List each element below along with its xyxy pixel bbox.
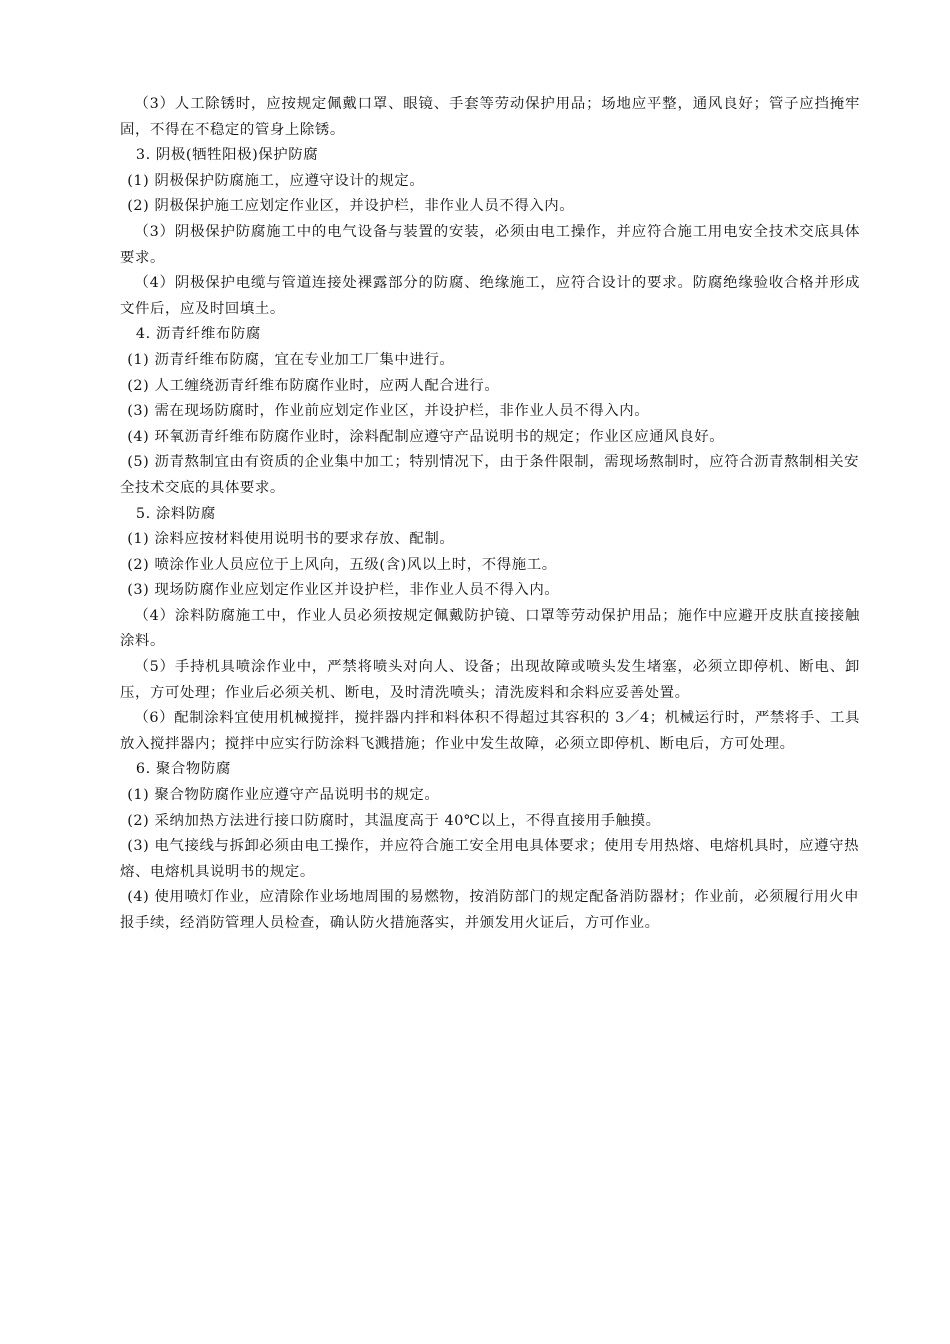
list-item: (2) 人工缠绕沥青纤维布防腐作业时，应两人配合进行。 (127, 377, 500, 394)
list-item: (1) 沥青纤维布防腐，宜在专业加工厂集中进行。 (127, 351, 455, 368)
paragraph: （4）涂料防腐施工中，作业人员必须按规定佩戴防护镜、口罩等劳动保护用品；施作中应避开皮肤直接接触涂料。 (120, 607, 860, 650)
paragraph: （3）人工除锈时，应按规定佩戴口罩、眼镜、手套等劳动保护用品；场地应平整，通风良好；管子应挡掩牢固，不得在不稳定的管身上除锈。 (120, 96, 860, 138)
list-item: (2) 采纳加热方法进行接口防腐时，其温度高于 40℃以上，不得直接用手触摸。 (127, 812, 661, 829)
list-item: (4) 环氧沥青纤维布防腐作业时，涂料配制应遵守产品说明书的规定；作业区应通风良好。 (127, 428, 725, 445)
section-heading: 5. 涂料防腐 (135, 505, 216, 522)
paragraph: （5）手持机具喷涂作业中，严禁将喷头对向人、设备；出现故障或喷头发生堵塞，必须立即停机、断电、卸压，方可处理；作业后必须关机、断电，及时清洗喷头；清洗废料和余料应妥善处置。 (120, 659, 860, 701)
list-item: (4) 使用喷灯作业，应清除作业场地周围的易燃物，按消防部门的规定配备消防器材；作业前，必须履行用火申报手续，经消防管理人员检查，确认防火措施落实，并颁发用火证后，方可作业。 (120, 889, 860, 931)
list-item: (1) 涂料应按材料使用说明书的要求存放、配制。 (127, 531, 455, 548)
list-item: (1) 阴极保护防腐施工，应遵守设计的规定。 (127, 172, 425, 189)
paragraph: （6）配制涂料宜使用机械搅拌，搅拌器内拌和料体积不得超过其容积的 3／4；机械运行时，严禁将手、工具放入搅拌器内；搅拌中应实行防涂料飞溅措施；作业中发生故障，必须立即停机、断电后，方可处理。 (120, 710, 860, 752)
list-item: (1) 聚合物防腐作业应遵守产品说明书的规定。 (127, 787, 440, 804)
list-item: (5) 沥青熬制宜由有资质的企业集中加工；特别情况下，由于条件限制，需现场熬制时，应符合沥青熬制相关安全技术交底的具体要求。 (120, 454, 860, 496)
list-item: (2) 阴极保护施工应划定作业区，并设护栏，非作业人员不得入内。 (127, 198, 575, 215)
document-page (120, 92, 860, 937)
list-item: (3) 需在现场防腐时，作业前应划定作业区，并设护栏，非作业人员不得入内。 (127, 403, 650, 420)
list-item: (2) 喷涂作业人员应位于上风向，五级(含)风以上时，不得施工。 (127, 556, 557, 573)
paragraph: （4）阴极保护电缆与管道连接处裸露部分的防腐、绝缘施工，应符合设计的要求。防腐绝缘验收合格并形成文件后，应及时回填土。 (120, 275, 860, 317)
list-item: (3) 现场防腐作业应划定作业区并设护栏，非作业人员不得入内。 (127, 582, 560, 599)
section-heading: 3. 阴极(牺牲阳极)保护防腐 (135, 147, 319, 164)
list-item: (3) 电气接线与拆卸必须由电工操作，并应符合施工安全用电具体要求；使用专用热熔、电熔机具时，应遵守热熔、电熔机具说明书的规定。 (120, 838, 860, 880)
paragraph: （3）阴极保护防腐施工中的电气设备与装置的安装，必须由电工操作，并应符合施工用电安全技术交底具体要求。 (120, 223, 860, 266)
section-heading: 4. 沥青纤维布防腐 (135, 326, 261, 343)
section-heading: 6. 聚合物防腐 (135, 761, 231, 778)
